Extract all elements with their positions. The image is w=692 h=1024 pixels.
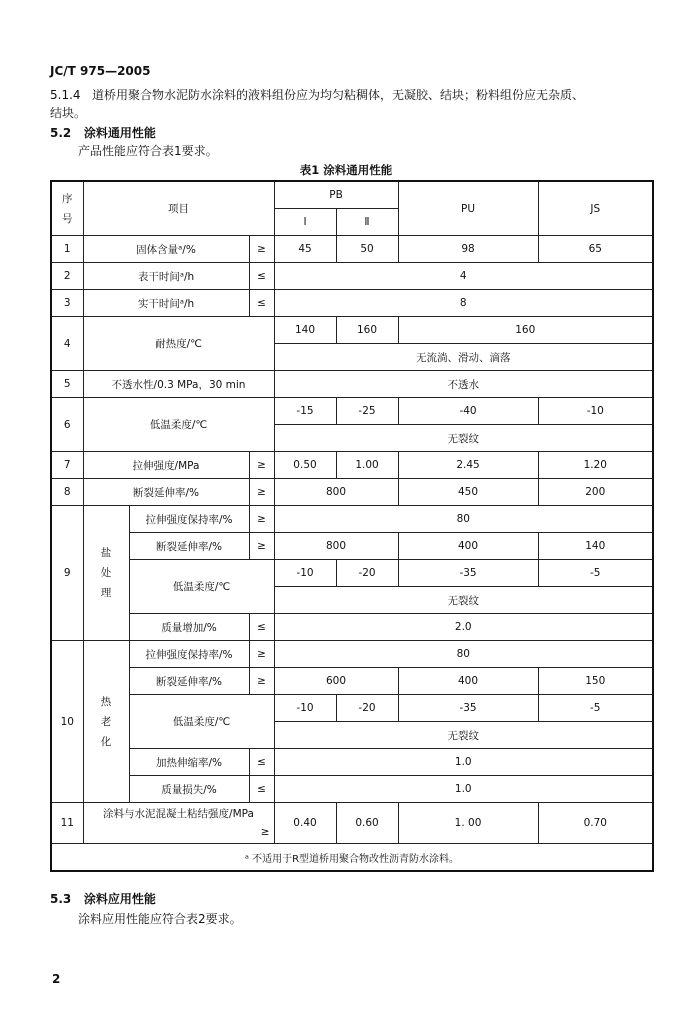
sub-item: 质量损失/% bbox=[129, 776, 249, 803]
value-all: 1.0 bbox=[274, 749, 653, 776]
table-row bbox=[51, 290, 653, 317]
sub-item: 拉伸强度保持率/% bbox=[129, 641, 249, 668]
header-pb: PB bbox=[274, 181, 398, 209]
table-row bbox=[51, 749, 653, 776]
sub-item: 质量增加/% bbox=[129, 614, 249, 641]
header-item: 项目 bbox=[83, 181, 274, 236]
clause-5-1-4 bbox=[50, 86, 584, 104]
row-operator: ≥ bbox=[249, 236, 274, 263]
row-number: 11 bbox=[51, 803, 83, 844]
value-pb: 800 bbox=[274, 533, 398, 560]
value-pb-1: 45 bbox=[274, 236, 336, 263]
value-pb-2: -20 bbox=[336, 695, 398, 722]
value-js: -5 bbox=[538, 695, 653, 722]
table-row bbox=[51, 614, 653, 641]
value-pb-2: 160 bbox=[336, 317, 398, 344]
sub-item: 低温柔度/℃ bbox=[129, 560, 274, 614]
table-row bbox=[51, 398, 653, 425]
value-pb: 600 bbox=[274, 668, 398, 695]
table-row bbox=[51, 560, 653, 587]
value-all: 80 bbox=[274, 506, 653, 533]
row-item: 实干时间ᵃ/h bbox=[83, 290, 249, 317]
table-row bbox=[51, 641, 653, 668]
section-number: 5.2 bbox=[50, 126, 72, 140]
row-operator: ≤ bbox=[249, 614, 274, 641]
header-pu: PU bbox=[398, 181, 538, 236]
row-number: 10 bbox=[51, 641, 83, 803]
header-js: JS bbox=[538, 181, 653, 236]
section-title: 涂料通用性能 bbox=[83, 126, 156, 140]
table-row bbox=[51, 263, 653, 290]
table-row bbox=[51, 803, 653, 844]
row-number: 1 bbox=[51, 236, 83, 263]
row-item: 不透水性/0.3 MPa，30 min bbox=[83, 371, 274, 398]
row-operator: ≤ bbox=[249, 749, 274, 776]
row-number: 6 bbox=[51, 398, 83, 452]
table-row bbox=[51, 479, 653, 506]
table-footnote: ᵃ 不适用于R型道桥用聚合物改性沥青防水涂料。 bbox=[51, 844, 653, 872]
value-pb-1: 140 bbox=[274, 317, 336, 344]
value-all: 80 bbox=[274, 641, 653, 668]
row-number: 7 bbox=[51, 452, 83, 479]
row-operator: ≥ bbox=[249, 479, 274, 506]
value-pu: 98 bbox=[398, 236, 538, 263]
value-pb-1: -10 bbox=[274, 560, 336, 587]
value-js: 150 bbox=[538, 668, 653, 695]
row-operator: ≥ bbox=[249, 452, 274, 479]
value-all: 不透水 bbox=[274, 371, 653, 398]
section-5-2-heading bbox=[50, 124, 156, 142]
row-number: 5 bbox=[51, 371, 83, 398]
sub-item: 低温柔度/℃ bbox=[129, 695, 274, 749]
value-pu: -40 bbox=[398, 398, 538, 425]
row-item: 表干时间ᵃ/h bbox=[83, 263, 249, 290]
value-condition: 无流淌、滑动、滴落 bbox=[274, 344, 653, 371]
table-row bbox=[51, 452, 653, 479]
value-js: 65 bbox=[538, 236, 653, 263]
row-item: 固体含量ᵃ/% bbox=[83, 236, 249, 263]
value-pu: -35 bbox=[398, 695, 538, 722]
group-label: 盐 处 理 bbox=[83, 506, 129, 641]
value-js: -5 bbox=[538, 560, 653, 587]
value-pu: 400 bbox=[398, 668, 538, 695]
value-pb-2: 1.00 bbox=[336, 452, 398, 479]
row-operator: ≥ bbox=[249, 641, 274, 668]
table-row bbox=[51, 668, 653, 695]
row-operator: ≤ bbox=[249, 290, 274, 317]
clause-5-1-4-continued: 结块。 bbox=[50, 106, 87, 120]
value-js: 0.70 bbox=[538, 803, 653, 844]
row-item-text: 涂料与水泥混凝土粘结强度/MPa bbox=[103, 808, 254, 820]
header-pb-2: Ⅱ bbox=[336, 209, 398, 236]
value-all: 8 bbox=[274, 290, 653, 317]
section-5-2-text: 产品性能应符合表1要求。 bbox=[78, 144, 218, 158]
row-item: 拉伸强度/MPa bbox=[83, 452, 249, 479]
value-pb-2: -25 bbox=[336, 398, 398, 425]
table-row bbox=[51, 506, 653, 533]
table-row bbox=[51, 776, 653, 803]
value-pb-1: 0.50 bbox=[274, 452, 336, 479]
value-all: 4 bbox=[274, 263, 653, 290]
clause-text: 道桥用聚合物水泥防水涂料的液料组份应为均匀粘稠体，无凝胶、结块；粉料组份应无杂质、 bbox=[92, 88, 585, 102]
value-condition: 无裂纹 bbox=[274, 425, 653, 452]
value-condition: 无裂纹 bbox=[274, 722, 653, 749]
group-label: 热 老 化 bbox=[83, 641, 129, 803]
row-operator: ≤ bbox=[249, 776, 274, 803]
section-5-3-text: 涂料应用性能应符合表2要求。 bbox=[78, 912, 242, 926]
table-caption: 表1 涂料通用性能 bbox=[299, 163, 393, 177]
row-item bbox=[83, 803, 274, 844]
table-row bbox=[51, 533, 653, 560]
header-seq: 序 号 bbox=[51, 181, 83, 236]
value-js: -10 bbox=[538, 398, 653, 425]
row-operator: ≥ bbox=[249, 533, 274, 560]
section-number: 5.3 bbox=[50, 892, 72, 906]
value-pb-1: 0.40 bbox=[274, 803, 336, 844]
value-pu: 400 bbox=[398, 533, 538, 560]
row-item: 断裂延伸率/% bbox=[83, 479, 249, 506]
row-number: 9 bbox=[51, 506, 83, 641]
row-number: 8 bbox=[51, 479, 83, 506]
row-item: 低温柔度/℃ bbox=[83, 398, 274, 452]
row-operator: ≤ bbox=[249, 263, 274, 290]
table-row bbox=[51, 695, 653, 722]
table-footnote-row bbox=[51, 844, 653, 872]
row-operator: ≥ bbox=[249, 506, 274, 533]
row-number: 4 bbox=[51, 317, 83, 371]
value-pu: 1. 00 bbox=[398, 803, 538, 844]
value-pu: 450 bbox=[398, 479, 538, 506]
value-all: 2.0 bbox=[274, 614, 653, 641]
row-operator: ≥ bbox=[249, 668, 274, 695]
table-row bbox=[51, 317, 653, 344]
standard-code: JC/T 975—2005 bbox=[50, 64, 151, 78]
row-number: 2 bbox=[51, 263, 83, 290]
value-js: 200 bbox=[538, 479, 653, 506]
table-row bbox=[51, 371, 653, 398]
value-pb-1: -15 bbox=[274, 398, 336, 425]
value-pb-2: 0.60 bbox=[336, 803, 398, 844]
table-header-row bbox=[51, 181, 653, 209]
row-number: 3 bbox=[51, 290, 83, 317]
value-js: 140 bbox=[538, 533, 653, 560]
row-item: 耐热度/℃ bbox=[83, 317, 274, 371]
value-all: 1.0 bbox=[274, 776, 653, 803]
section-5-3-heading bbox=[50, 890, 156, 908]
sub-item: 加热伸缩率/% bbox=[129, 749, 249, 776]
performance-table bbox=[50, 180, 654, 872]
page-number: 2 bbox=[52, 972, 61, 986]
section-title: 涂料应用性能 bbox=[83, 892, 156, 906]
value-pu: 2.45 bbox=[398, 452, 538, 479]
header-pb-1: Ⅰ bbox=[274, 209, 336, 236]
value-pb-2: 50 bbox=[336, 236, 398, 263]
sub-item: 断裂延伸率/% bbox=[129, 668, 249, 695]
value-pu: -35 bbox=[398, 560, 538, 587]
value-pb-1: -10 bbox=[274, 695, 336, 722]
value-pb: 800 bbox=[274, 479, 398, 506]
sub-item: 断裂延伸率/% bbox=[129, 533, 249, 560]
value-pu-js: 160 bbox=[398, 317, 653, 344]
row-operator: ≥ bbox=[260, 826, 270, 838]
value-js: 1.20 bbox=[538, 452, 653, 479]
clause-number: 5.1.4 bbox=[50, 88, 81, 102]
sub-item: 拉伸强度保持率/% bbox=[129, 506, 249, 533]
value-condition: 无裂纹 bbox=[274, 587, 653, 614]
table-row bbox=[51, 236, 653, 263]
value-pb-2: -20 bbox=[336, 560, 398, 587]
